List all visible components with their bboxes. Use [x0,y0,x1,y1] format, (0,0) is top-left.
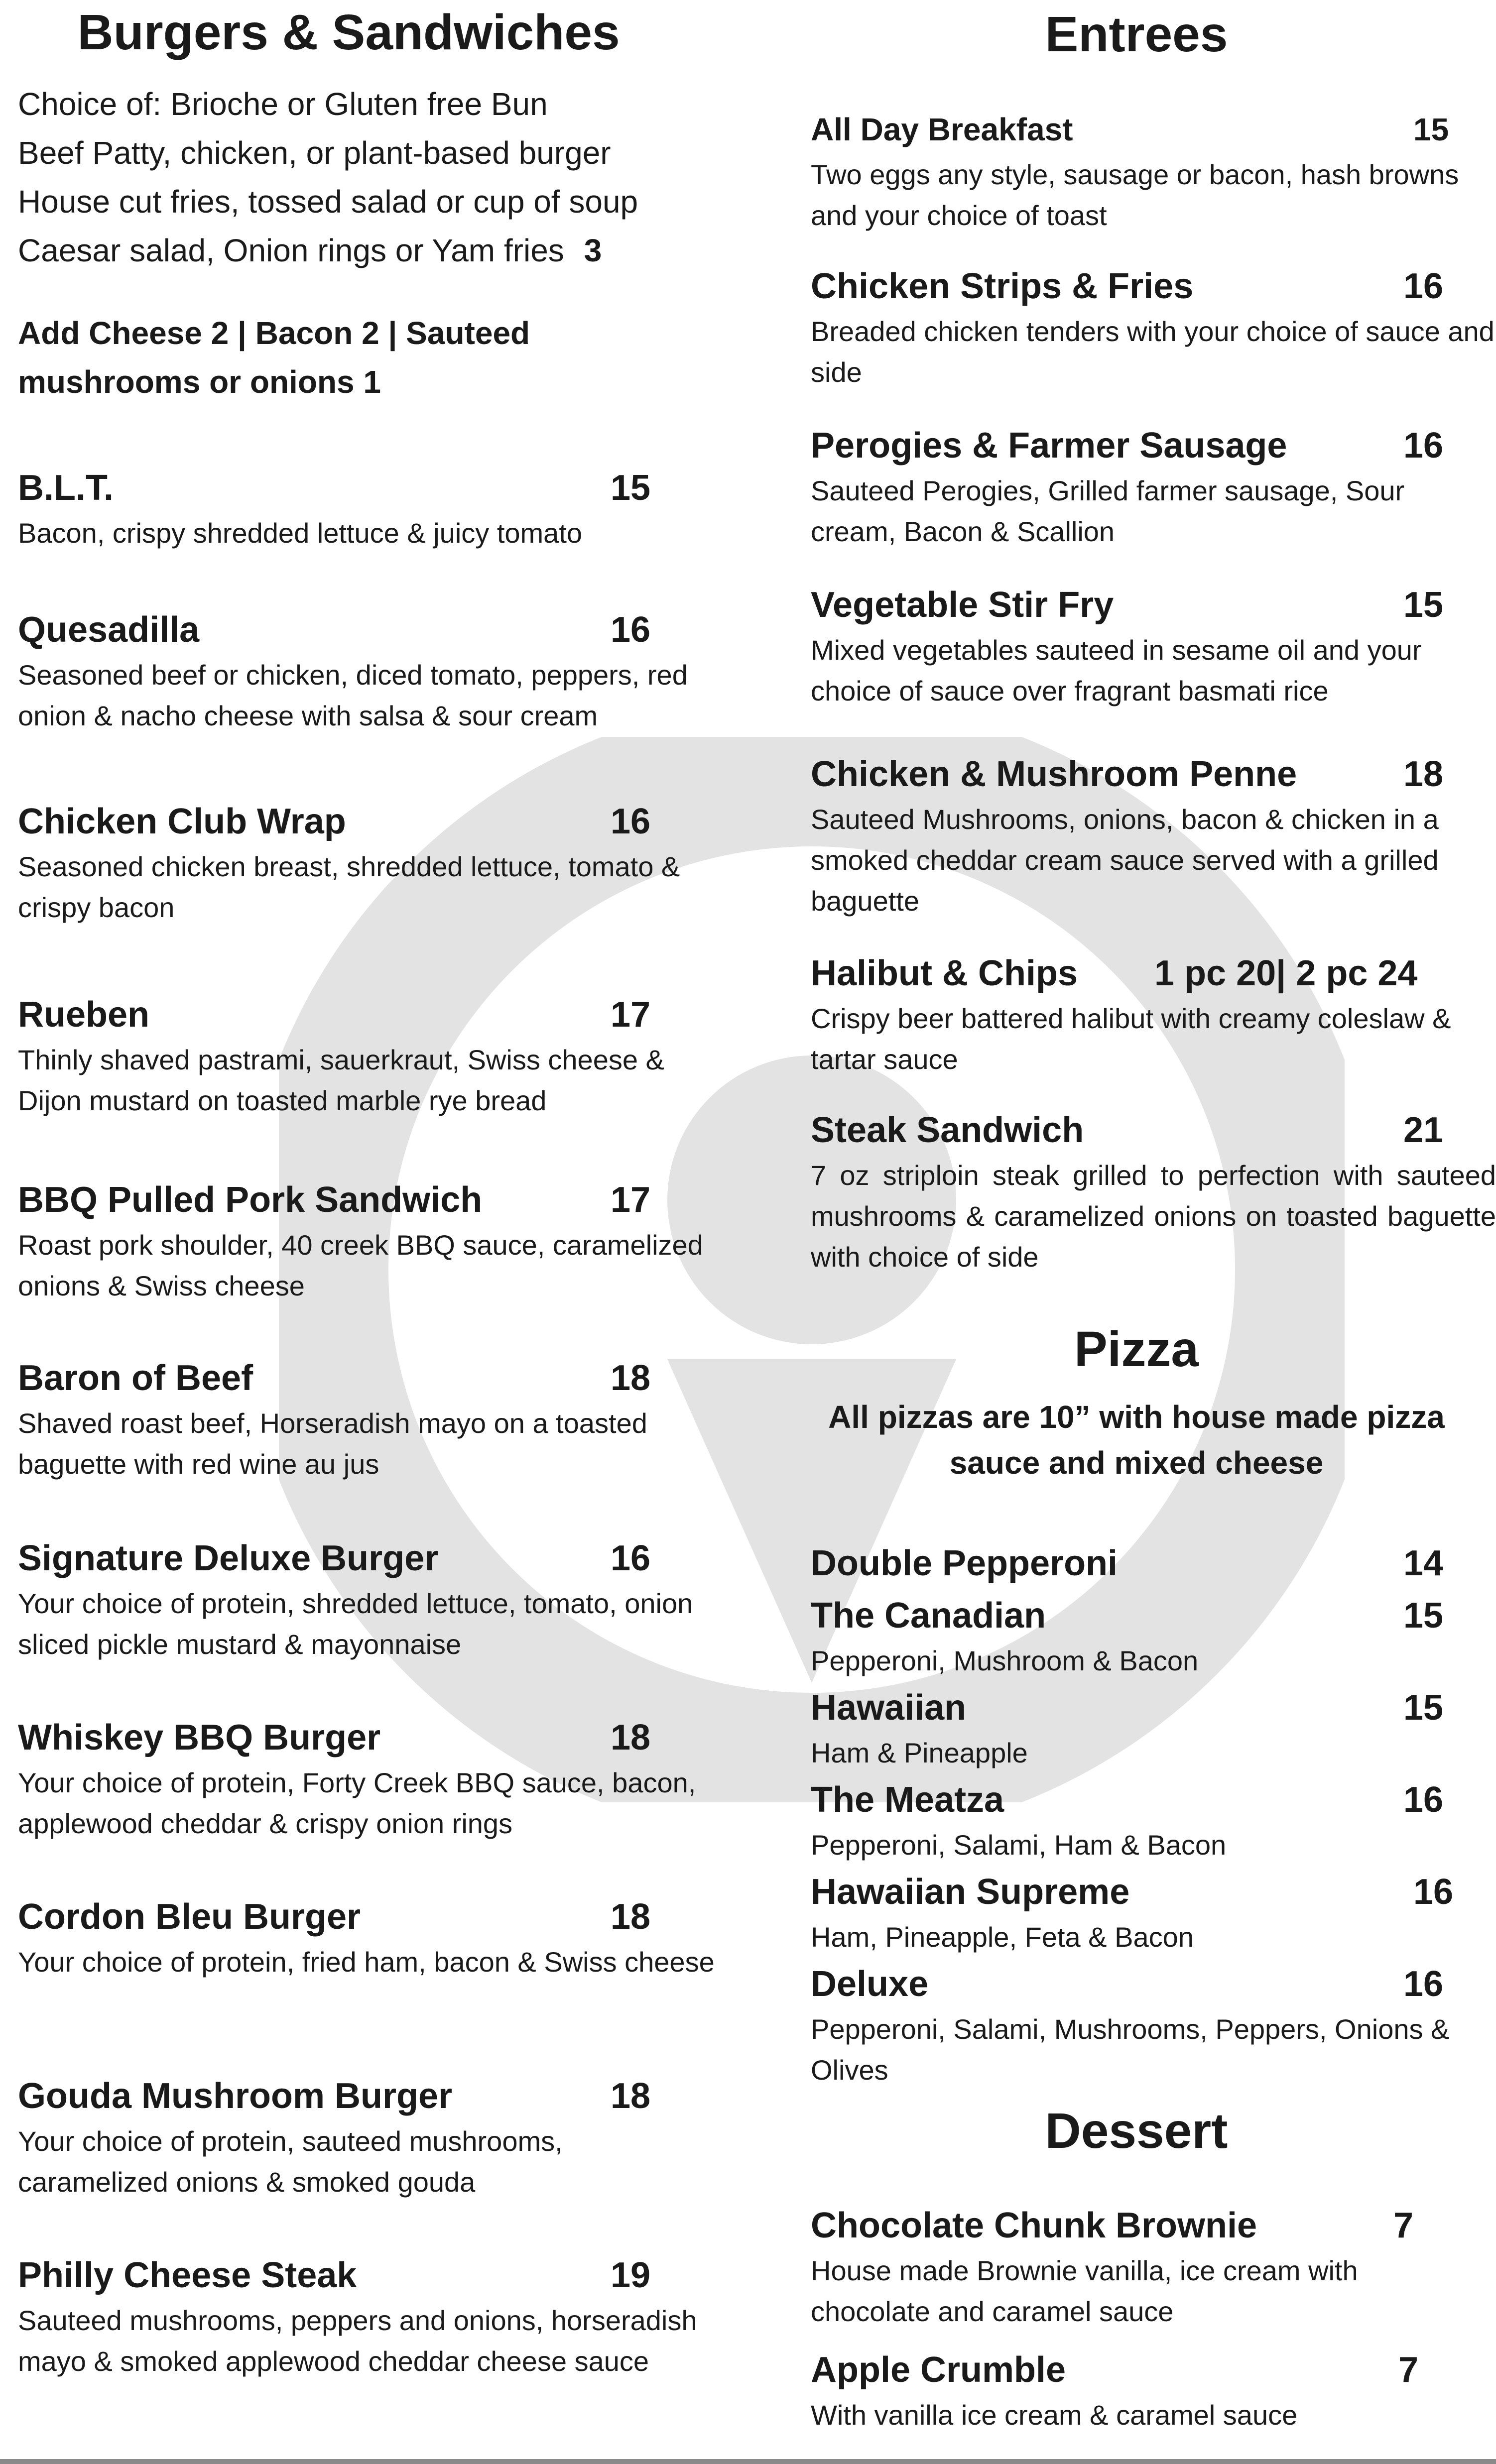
item-desc: Mixed vegetables sauteed in sesame oil and your choice of sauce over fragrant basmati rice [811,634,1422,706]
item-price: 19 [611,2255,651,2295]
item-price: 15 [1413,112,1449,147]
item-price: 16 [1403,426,1444,466]
item-name: Philly Cheese Steak [18,2255,357,2295]
item-desc: Two eggs any style, sausage or bacon, hash browns and your choice of toast [811,159,1459,231]
section-title-pizza: Pizza [1074,1321,1199,1377]
section-title-burgers: Burgers & Sandwiches [77,4,620,60]
menu-item [811,1683,1496,1773]
item-name: Chicken Strips & Fries [811,266,1194,306]
item-desc: Seasoned beef or chicken, diced tomato, peppers, red onion & nacho cheese with salsa & sour cream [18,659,688,731]
item-name: Chicken & Mushroom Penne [811,754,1297,794]
menu-item [811,1775,1496,1866]
item-price: 16 [1413,1872,1454,1912]
item-desc: Your choice of protein, sauteed mushrooms, caramelized onions & smoked gouda [18,2125,563,2198]
menu-item [18,1533,715,1665]
item-desc: Shaved roast beef, Horseradish mayo on a toasted baguette with red wine au jus [18,1408,647,1480]
item-desc: Your choice of protein, Forty Creek BBQ sauce, bacon, applewood cheddar & crispy onion rings [18,1767,696,1839]
item-desc: Pepperoni, Salami, Ham & Bacon [811,1829,1227,1861]
item-price: 16 [611,802,651,841]
item-price: 18 [611,1718,651,1758]
upgrade-price: 3 [584,233,602,268]
item-price: 16 [1403,266,1444,306]
item-desc: Pepperoni, Mushroom & Bacon [811,1645,1199,1676]
item-price: 17 [611,995,651,1035]
item-name: Cordon Bleu Burger [18,1897,361,1937]
section-title-dessert: Dessert [1045,2103,1228,2159]
item-desc: Breaded chicken tenders with your choice of sauce and side [811,316,1495,388]
item-desc: Your choice of protein, shredded lettuce, tomato, onion sliced pickle mustard & mayonnaise [18,1588,693,1660]
menu-item [18,605,715,736]
menu-item [811,2201,1458,2332]
section-title-entrees: Entrees [1045,6,1228,62]
item-price: 18 [1403,754,1444,794]
menu-item [18,1892,715,1983]
menu-item [811,1105,1496,1278]
item-desc: Thinly shaved pastrami, sauerkraut, Swiss cheese & Dijon mustard on toasted marble rye bread [18,1044,664,1116]
item-price: 15 [1403,1596,1444,1636]
item-name: Steak Sandwich [811,1110,1084,1150]
pizza-note: All pizzas are 10” with house made pizza sauce and mixed cheese [828,1399,1445,1481]
menu-item [18,797,715,928]
item-desc: Pepperoni, Salami, Mushrooms, Peppers, Onions & Olives [811,2013,1450,2086]
menu-item [811,580,1496,711]
item-desc: Your choice of protein, fried ham, bacon & Swiss cheese [18,1946,715,1978]
item-name: BBQ Pulled Pork Sandwich [18,1180,483,1220]
item-desc: Crispy beer battered halibut with creamy coleslaw & tartar sauce [811,1003,1451,1075]
item-price: 7 [1393,2206,1414,2245]
menu-item [811,1867,1496,1958]
item-name: Halibut & Chips [811,953,1078,993]
item-name: Hawaiian Supreme [811,1872,1130,1912]
item-price: 18 [611,1897,651,1937]
item-name: Signature Deluxe Burger [18,1538,439,1578]
right-column [777,0,1496,2464]
item-price: 16 [611,1538,651,1578]
item-desc: Bacon, crispy shredded lettuce & juicy tomato [18,517,583,549]
intro-line: House cut fries, tossed salad or cup of soup [18,184,638,220]
item-desc: Sauteed mushrooms, peppers and onions, horseradish mayo & smoked applewood cheddar cheese sauce [18,2305,697,2377]
item-desc: 7 oz striploin steak grilled to perfection with sauteed mushrooms & caramelized onions on toasted baguette with choice of side [811,1160,1496,1273]
burger-intro [18,80,638,275]
item-price: 21 [1403,1110,1444,1150]
item-price: 1 pc 20| 2 pc 24 [1154,953,1418,993]
item-desc: Ham, Pineapple, Feta & Bacon [811,1921,1194,1953]
item-price: 17 [611,1180,651,1220]
menu-item [811,749,1496,922]
item-price: 15 [1403,1688,1444,1728]
menu-item [811,421,1496,552]
item-desc: Ham & Pineapple [811,1737,1028,1768]
item-price: 7 [1398,2350,1419,2390]
item-name: The Canadian [811,1596,1046,1636]
item-name: Chocolate Chunk Brownie [811,2206,1257,2245]
item-price: 15 [611,468,651,508]
item-price: 18 [611,2076,651,2116]
item-name: B.L.T. [18,468,114,508]
item-price: 16 [1403,1964,1444,2004]
item-name: All Day Breakfast [811,112,1073,147]
menu-item [811,2345,1496,2436]
item-desc: Sauteed Perogies, Grilled farmer sausage, Sour cream, Bacon & Scallion [811,475,1405,547]
item-name: Perogies & Farmer Sausage [811,426,1287,466]
menu-item [18,463,715,554]
item-name: Gouda Mushroom Burger [18,2076,453,2116]
intro-line: Choice of: Brioche or Gluten free Bun [18,86,548,122]
item-price: 16 [1403,1780,1444,1820]
menu-item [811,1538,1496,1588]
menu-item [811,1959,1496,2091]
item-price: 18 [611,1358,651,1398]
menu-item [18,990,715,1121]
item-name: Apple Crumble [811,2350,1066,2390]
item-name: Deluxe [811,1964,929,2004]
item-price: 16 [611,610,651,650]
item-name: Vegetable Stir Fry [811,585,1114,625]
menu-item [18,2250,725,2382]
item-name: Quesadilla [18,610,200,650]
item-desc: Seasoned chicken breast, shredded lettuce, tomato & crispy bacon [18,851,680,923]
item-desc: Roast pork shoulder, 40 creek BBQ sauce, caramelized onions & Swiss cheese [18,1229,703,1301]
item-name: Chicken Club Wrap [18,802,346,841]
item-price: 15 [1403,585,1444,625]
item-name: Baron of Beef [18,1358,253,1398]
item-desc: With vanilla ice cream & caramel sauce [811,2399,1298,2431]
item-desc: Sauteed Mushrooms, onions, bacon & chicken in a smoked cheddar cream sauce served with a grilled baguette [811,804,1439,917]
item-name: Rueben [18,995,150,1035]
menu-item [811,948,1496,1080]
item-price: 14 [1403,1543,1444,1583]
menu-item [811,261,1496,393]
menu-item [18,1713,715,1844]
addons-note: Add Cheese 2 | Bacon 2 | Sauteed mushrooms or onions 1 [18,315,530,400]
menu-item [18,1175,715,1306]
menu-item [18,2071,715,2203]
item-name: Hawaiian [811,1688,967,1728]
menu-item [811,105,1496,236]
intro-line: Beef Patty, chicken, or plant-based burger [18,135,611,171]
menu-item [18,1353,715,1485]
menu-item [811,1591,1496,1681]
item-desc: House made Brownie vanilla, ice cream with chocolate and caramel sauce [811,2255,1358,2327]
item-name: The Meatza [811,1780,1004,1820]
item-name: Whiskey BBQ Burger [18,1718,381,1758]
item-name: Double Pepperoni [811,1543,1118,1583]
intro-line: Caesar salad, Onion rings or Yam fries 3 [18,233,602,268]
